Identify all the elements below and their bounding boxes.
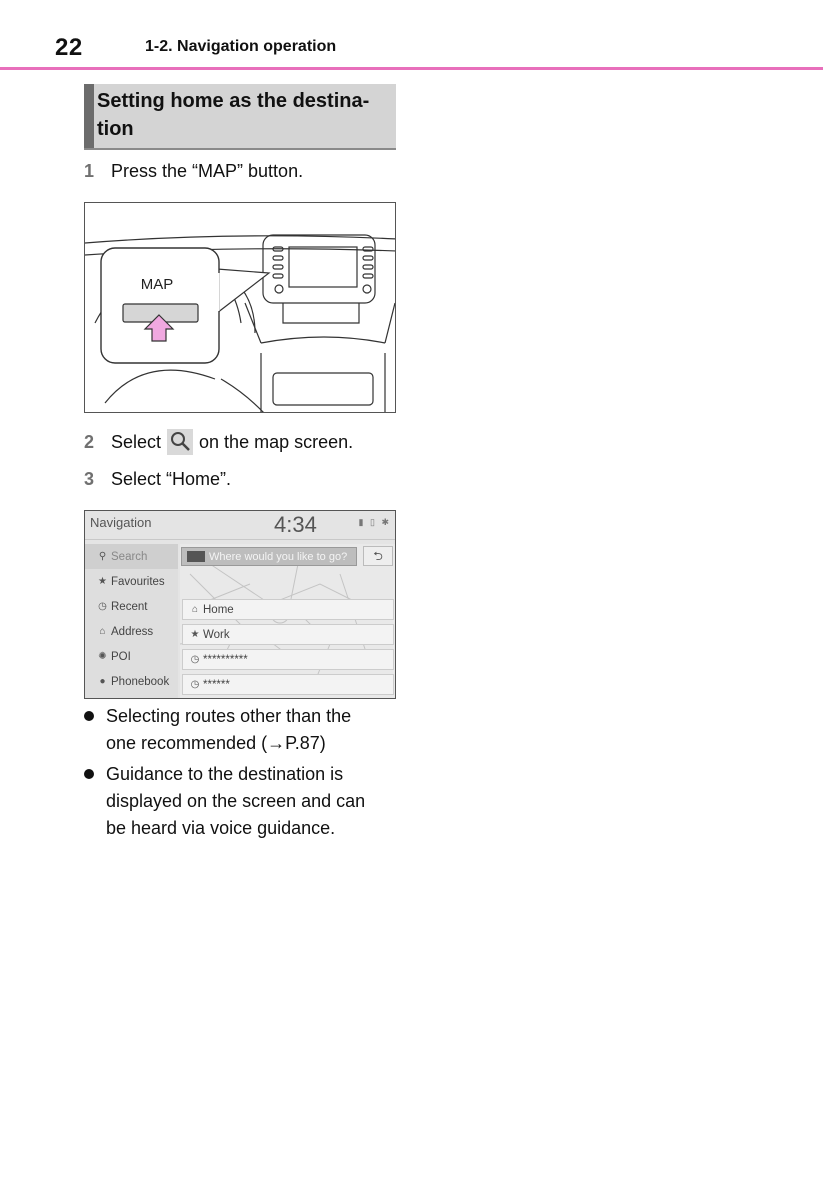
- nav-screen-title: Navigation: [90, 515, 152, 530]
- navigation-screen-illustration: [84, 510, 396, 699]
- clock-icon: ◷: [190, 654, 200, 665]
- destination-home[interactable]: [182, 599, 394, 620]
- star-icon: ★: [190, 629, 200, 640]
- clock-icon: ◷: [98, 601, 107, 612]
- search-icon: [167, 429, 193, 455]
- step-number: 3: [84, 469, 95, 489]
- home-icon: ⌂: [191, 604, 199, 615]
- header-divider: [0, 67, 823, 70]
- sidebar-item-label: POI: [111, 650, 131, 663]
- destination-label: Home: [203, 603, 234, 616]
- sidebar-item-label: Phonebook: [111, 675, 170, 688]
- destination-recent-2[interactable]: [182, 674, 394, 695]
- person-icon: ●: [99, 676, 106, 687]
- back-button[interactable]: ⮌: [363, 546, 393, 566]
- bullet-text: [106, 703, 351, 757]
- bullet-line: Selecting routes other than the: [106, 706, 352, 726]
- star-icon: ★: [98, 576, 107, 587]
- bullet-line-link: one recommended (→P.87): [106, 733, 326, 753]
- nav-sidebar: [85, 544, 178, 699]
- bullet-line: Guidance to the destination is: [106, 764, 344, 784]
- destination-work[interactable]: [182, 624, 394, 645]
- sidebar-item-search[interactable]: [85, 544, 178, 569]
- step-text: Press the “MAP” button.: [111, 161, 304, 181]
- address-icon: ⌂: [99, 626, 106, 637]
- step-3: [84, 468, 231, 490]
- status-icons: ▮ ▯ ✱: [358, 517, 391, 527]
- step-text-before: Select: [111, 432, 162, 452]
- bullet-line: displayed on the screen and can: [106, 791, 366, 811]
- destination-label: ******: [203, 678, 230, 691]
- sidebar-item-recent[interactable]: [85, 594, 178, 619]
- sidebar-item-label: Address: [111, 625, 154, 638]
- bullet-text: [106, 761, 365, 842]
- step-text: Select “Home”.: [111, 469, 232, 489]
- map-button-label: MAP: [140, 276, 174, 293]
- bullet-item: [84, 761, 394, 842]
- heading-text: [97, 87, 392, 143]
- page-number: 22: [55, 34, 83, 61]
- bullet-dot: [84, 711, 94, 721]
- dashboard-illustration: [84, 202, 396, 413]
- heading-line-1: Setting home as the destina-: [97, 90, 370, 112]
- nav-clock: 4:34: [274, 512, 317, 537]
- search-icon: ⚲: [98, 551, 107, 562]
- sidebar-item-label: Search: [111, 550, 148, 563]
- step-number: 2: [84, 432, 95, 452]
- search-placeholder: Where would you like to go?: [209, 550, 348, 563]
- bullet-item: [84, 703, 394, 757]
- sidebar-item-favourites[interactable]: [85, 569, 178, 594]
- section-heading: [84, 84, 396, 150]
- bullet-line: be heard via voice guidance.: [106, 818, 336, 838]
- sidebar-item-address[interactable]: [85, 619, 178, 644]
- clock-icon: ◷: [190, 679, 200, 690]
- heading-accent-bar: [84, 84, 94, 148]
- step-number: 1: [84, 161, 95, 181]
- sidebar-item-phonebook[interactable]: [85, 669, 178, 694]
- section-title: 1-2. Navigation operation: [145, 38, 337, 55]
- step-text-after: on the map screen.: [199, 432, 354, 452]
- poi-icon: ✺: [98, 651, 107, 662]
- step-1: [84, 160, 303, 182]
- flag-icon: [187, 551, 205, 562]
- destination-label: **********: [203, 653, 248, 666]
- sidebar-item-poi[interactable]: [85, 644, 178, 669]
- step-2: [84, 429, 353, 455]
- bullet-dot: [84, 769, 94, 779]
- destination-label: Work: [203, 628, 230, 641]
- destination-recent-1[interactable]: [182, 649, 394, 670]
- dashboard-drawing: [85, 203, 396, 413]
- heading-line-2: tion: [97, 118, 134, 140]
- destination-search-input[interactable]: [181, 547, 357, 566]
- sidebar-item-label: Favourites: [111, 575, 165, 588]
- sidebar-item-label: Recent: [111, 600, 148, 613]
- nav-divider: [85, 539, 396, 540]
